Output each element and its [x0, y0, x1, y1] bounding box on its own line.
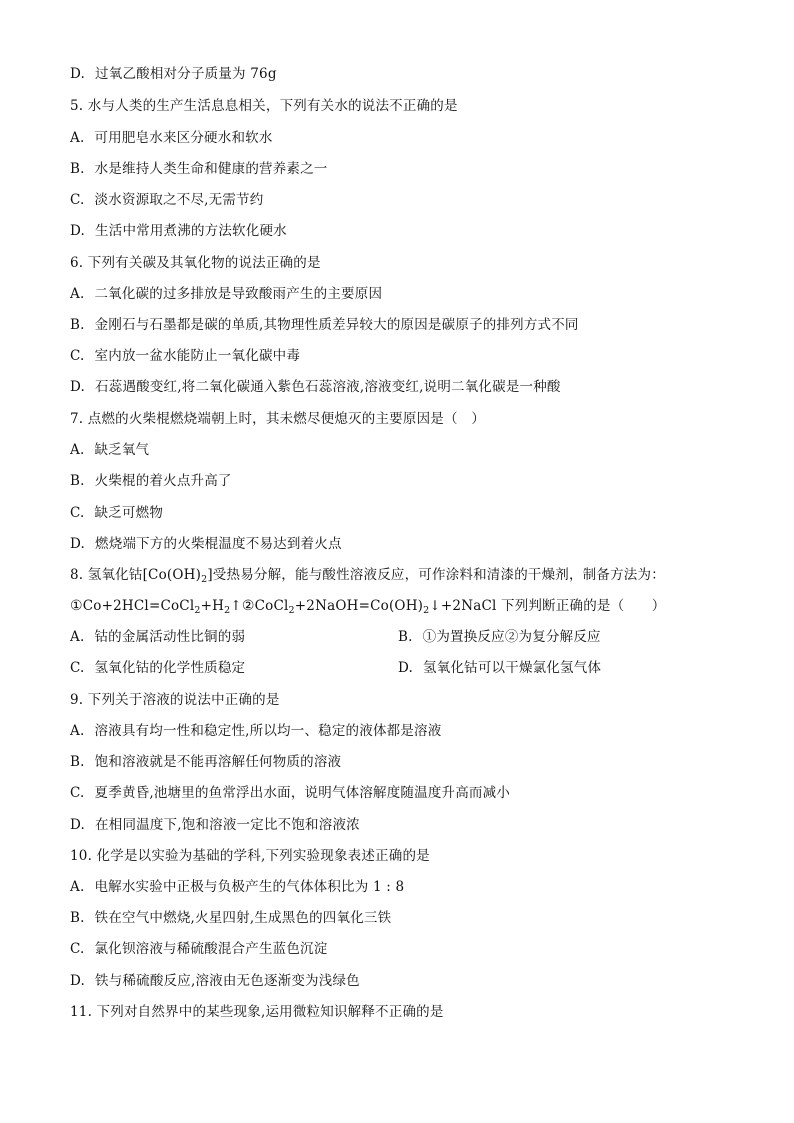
- option-text: 溶液具有均一性和稳定性,所以均一、稳定的液体都是溶液: [94, 723, 442, 739]
- option-text: 过氧乙酸相对分子质量为 76g: [95, 66, 277, 82]
- q4-option-d: [70, 64, 277, 84]
- q8-option-b: [398, 627, 601, 647]
- option-letter: D.: [70, 379, 86, 395]
- option-letter: B.: [398, 629, 413, 645]
- option-text: 二氧化碳的过多排放是导致酸雨产生的主要原因: [94, 286, 383, 302]
- option-text: 金刚石与石墨都是碳的单质,其物理性质差异较大的原因是碳原子的排列方式不同: [94, 317, 579, 333]
- q9-option-c: [70, 783, 510, 803]
- option-text: 缺乏可燃物: [94, 505, 164, 521]
- option-letter: C.: [70, 785, 85, 801]
- q5-option-b: [70, 159, 328, 179]
- q6-option-d: [70, 377, 561, 397]
- option-letter: B.: [70, 161, 85, 177]
- q10-stem: 10. 化学是以实验为基础的学科,下列实验现象表述正确的是: [70, 848, 430, 864]
- option-letter: A.: [70, 723, 85, 739]
- option-text: 缺乏氧气: [94, 442, 150, 458]
- q11-stem: 11. 下列对自然界中的某些现象,运用微粒知识解释不正确的是: [70, 1004, 444, 1020]
- option-letter: C.: [70, 941, 85, 957]
- option-text: 生活中常用煮沸的方法软化硬水: [95, 223, 287, 239]
- option-text: 水是维持人类生命和健康的营养素之一: [94, 161, 328, 177]
- q5-stem: 5. 水与人类的生产生活息息相关，下列有关水的说法不正确的是: [70, 98, 458, 114]
- option-letter: C.: [70, 192, 85, 208]
- option-letter: B.: [70, 910, 85, 926]
- option-text: 电解水实验中正极与负极产生的气体体积比为 1 : 8: [94, 879, 405, 895]
- option-letter: D.: [70, 973, 86, 989]
- option-letter: C.: [70, 660, 85, 676]
- subscript: 2: [288, 605, 295, 616]
- q8-option-c: [70, 658, 245, 678]
- q8-stem: [70, 565, 665, 585]
- circled-two-marker: ②: [241, 598, 255, 614]
- q5-option-c: [70, 190, 263, 210]
- option-text: 可用肥皂水来区分硬水和软水: [94, 130, 273, 146]
- q7-option-c: [70, 503, 163, 523]
- subscript: 2: [194, 605, 201, 616]
- option-letter: A.: [70, 286, 85, 302]
- q8-stem-subscript: 2: [201, 574, 208, 585]
- option-letter: D.: [70, 536, 86, 552]
- q9-option-a: [70, 721, 441, 741]
- q10-option-a: [70, 877, 404, 897]
- q9-option-d: [70, 815, 360, 835]
- option-text: 夏季黄昏,池塘里的鱼常浮出水面，说明气体溶解度随温度升高而减小: [94, 785, 511, 801]
- q5-option-a: [70, 128, 273, 148]
- option-text: 淡水资源取之不尽,无需节约: [94, 192, 264, 208]
- q8-equations: [70, 596, 665, 616]
- q8-question: 下列判断正确的是（ ）: [496, 598, 666, 614]
- equation-1: +H: [200, 598, 225, 614]
- option-text: 室内放一盆水能防止一氧化碳中毒: [94, 348, 301, 364]
- q10-option-b: [70, 908, 391, 928]
- equation-2: ↓+2NaCl: [429, 598, 497, 614]
- option-text: 氢氧化钴的化学性质稳定: [94, 660, 246, 676]
- option-text: 铁在空气中燃烧,火星四射,生成黑色的四氧化三铁: [94, 910, 392, 926]
- option-text: 铁与稀硫酸反应,溶液由无色逐渐变为浅绿色: [95, 973, 360, 989]
- q8-option-a: [70, 627, 245, 647]
- option-letter: A.: [70, 130, 85, 146]
- option-letter: D.: [70, 817, 86, 833]
- option-letter: D.: [398, 660, 414, 676]
- option-text: 钴的金属活动性比铜的弱: [94, 629, 246, 645]
- q8-stem-part: ]受热易分解，能与酸性溶液反应，可作涂料和清漆的干燥剂，制备方法为：: [207, 567, 665, 583]
- option-letter: D.: [70, 223, 86, 239]
- option-letter: D.: [70, 66, 86, 82]
- option-text: 氯化钡溶液与稀硫酸混合产生蓝色沉淀: [94, 941, 328, 957]
- q6-option-b: [70, 315, 579, 335]
- option-text: ①为置换反应②为复分解反应: [422, 629, 601, 645]
- q6-stem: 6. 下列有关碳及其氧化物的说法正确的是: [70, 255, 321, 271]
- q7-stem: 7. 点燃的火柴棍燃烧端朝上时，其未燃尽便熄灭的主要原因是（ ）: [70, 411, 486, 427]
- equation-1: Co+2HCl=CoCl: [82, 598, 195, 614]
- option-letter: B.: [70, 473, 85, 489]
- q10-option-c: [70, 939, 327, 959]
- option-letter: A.: [70, 879, 85, 895]
- q6-option-a: [70, 284, 382, 304]
- option-text: 在相同温度下,饱和溶液一定比不饱和溶液浓: [95, 817, 360, 833]
- option-letter: B.: [70, 754, 85, 770]
- q7-option-a: [70, 440, 149, 460]
- q5-option-d: [70, 221, 287, 241]
- option-text: 火柴棍的着火点升高了: [94, 473, 232, 489]
- option-text: 燃烧端下方的火柴棍温度不易达到着火点: [95, 536, 342, 552]
- q6-option-c: [70, 346, 300, 366]
- option-letter: A.: [70, 442, 85, 458]
- option-text: 石蕊遇酸变红,将二氧化碳通入紫色石蕊溶液,溶液变红,说明二氧化碳是一种酸: [95, 379, 561, 395]
- up-arrow: ↑: [230, 598, 242, 614]
- q10-option-d: [70, 971, 360, 991]
- option-letter: A.: [70, 629, 85, 645]
- q9-stem: 9. 下列关于溶液的说法中正确的是: [70, 692, 280, 708]
- option-letter: B.: [70, 317, 85, 333]
- subscript: 2: [224, 605, 231, 616]
- equation-2: CoCl: [254, 598, 289, 614]
- option-letter: C.: [70, 505, 85, 521]
- equation-2: +2NaOH=Co(OH): [294, 598, 424, 614]
- subscript: 2: [423, 605, 430, 616]
- q7-option-d: [70, 534, 342, 554]
- q8-option-d: [398, 658, 601, 678]
- option-letter: C.: [70, 348, 85, 364]
- circled-one-marker: ①: [70, 598, 83, 614]
- option-text: 饱和溶液就是不能再溶解任何物质的溶液: [94, 754, 342, 770]
- q7-option-b: [70, 471, 232, 491]
- q8-stem-part: 8. 氢氧化钴[Co(OH): [70, 567, 202, 583]
- q9-option-b: [70, 752, 341, 772]
- option-text: 氢氧化钴可以干燥氯化氢气体: [423, 660, 602, 676]
